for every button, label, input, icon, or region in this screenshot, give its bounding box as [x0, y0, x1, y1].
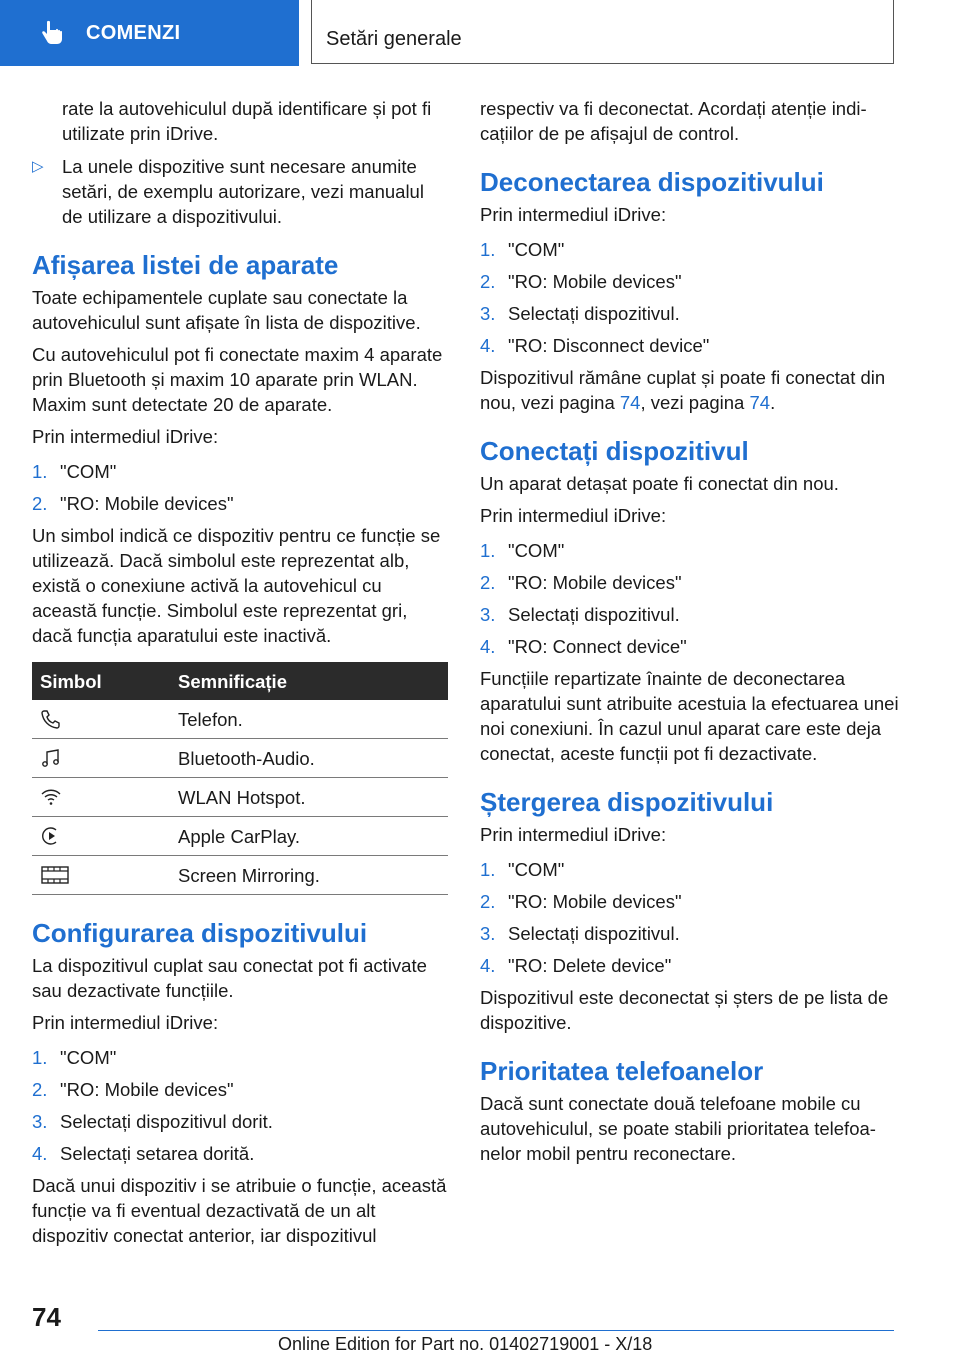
step-number: 1.: [480, 239, 496, 260]
table-cell: WLAN Hotspot.: [178, 778, 448, 817]
paragraph: Prin intermediul iDrive:: [480, 505, 667, 526]
heading-device-list: Afișarea listei de aparate: [32, 250, 339, 280]
table-cell: Apple CarPlay.: [178, 817, 448, 856]
paragraph: Dacă sunt conectate două telefoane mobile cu autovehiculul, se poate stabili prioritatea telefoanelor mobil pentru reconectare.: [480, 1093, 876, 1164]
step-text: Selectați setarea dorită.: [60, 1143, 255, 1164]
step-text: "RO: Connect device": [508, 636, 687, 657]
heading-disconnect: Deconectarea dispozitivului: [480, 167, 824, 197]
step-number: 3.: [480, 923, 496, 944]
right-column: [480, 96, 900, 1173]
list-item: [480, 538, 900, 563]
step-number: 1.: [32, 1047, 48, 1068]
list-item: [480, 269, 900, 294]
steps-list: [480, 538, 900, 659]
paragraph: Prin intermediul iDrive:: [480, 824, 667, 845]
section-title-box: [311, 0, 894, 64]
step-text: "RO: Mobile devices": [508, 271, 682, 292]
step-number: 4.: [32, 1143, 48, 1164]
footer-divider: [98, 1330, 894, 1331]
list-item: [480, 921, 900, 946]
step-text: "RO: Delete device": [508, 955, 672, 976]
step-text: "COM": [60, 1047, 117, 1068]
step-number: 1.: [480, 859, 496, 880]
paragraph: Un simbol indică ce dispozitiv pentru ce funcție se utilizează. Dacă simbolul este reprezentat alb, există o conexiune activă la autovehicul cu această funcție. Simbolul este reprezentat gri, dacă funcția aparatului este inactivă.: [32, 525, 441, 646]
bullet-text: La unele dispozitive sunt necesare anumite setări, de exemplu autorizare, vezi manualul de utilizare a dispozitivului.: [62, 156, 424, 227]
table-row: [32, 739, 448, 778]
step-text: "RO: Mobile devices": [508, 572, 682, 593]
step-number: 1.: [480, 540, 496, 561]
page-header: [0, 0, 960, 66]
carplay-icon: [40, 825, 62, 847]
chapter-label: COMENZI: [86, 21, 181, 44]
hand-pointer-icon: [38, 19, 66, 47]
phone-icon: [40, 708, 62, 730]
step-text: Selectați dispozitivul dorit.: [60, 1111, 273, 1132]
paragraph: Dispozitivul este deconectat și șters de pe lista de dispozitive.: [480, 987, 889, 1033]
table-row: [32, 700, 448, 739]
steps-list: [32, 459, 448, 516]
steps-list: [480, 237, 900, 358]
page-number: 74: [32, 1302, 61, 1332]
step-text: Selectați dispozitivul.: [508, 923, 680, 944]
paragraph: respectiv va fi deconectat. Acordați atenție indicațiilor de pe afișajul de control.: [480, 98, 867, 144]
table-row: [32, 817, 448, 856]
section-title: Setări generale: [326, 28, 462, 50]
paragraph: La dispozitivul cuplat sau conectat pot fi activate sau dezactivate funcțiile.: [32, 955, 427, 1001]
list-item: [32, 459, 448, 484]
list-item: [32, 1141, 448, 1166]
list-item: [480, 857, 900, 882]
list-item: [480, 237, 900, 262]
page-link[interactable]: 74: [749, 392, 771, 413]
list-item: [480, 889, 900, 914]
paragraph: Prin intermediul iDrive:: [32, 1012, 219, 1033]
step-number: 3.: [480, 303, 496, 324]
column-header-meaning: Semnificație: [178, 662, 448, 700]
music-note-icon: [40, 747, 62, 769]
column-header-symbol: Simbol: [32, 662, 178, 700]
text-span: Dispozitivul rămâne cuplat și poate fi conectat din nou, vezi pagina: [480, 367, 886, 413]
left-column: [32, 96, 448, 1255]
paragraph: Prin intermediul iDrive:: [32, 426, 219, 447]
step-text: "RO: Mobile devices": [60, 493, 234, 514]
steps-list: [480, 857, 900, 978]
step-number: 4.: [480, 955, 496, 976]
table-row: [32, 856, 448, 895]
screen-mirroring-icon: [40, 864, 70, 886]
chapter-tab[interactable]: [0, 0, 299, 66]
paragraph: Funcțiile repartizate înainte de deconectarea aparatului sunt atribuite acestuia la efectuarea unei noi conexiuni. În cazul unul aparat care este deja conectat, aceste funcții pot fi dezactivate.: [480, 668, 899, 764]
heading-connect: Conectați dispozitivul: [480, 436, 749, 466]
symbol-table: [32, 662, 448, 895]
step-number: 2.: [32, 493, 48, 514]
list-item: [480, 333, 900, 358]
list-item: [32, 1077, 448, 1102]
step-text: Selectați dispozitivul.: [508, 303, 680, 324]
heading-device-config: Configurarea dispozitivului: [32, 918, 368, 948]
table-row: [32, 778, 448, 817]
step-number: 1.: [32, 461, 48, 482]
step-number: 2.: [32, 1079, 48, 1100]
paragraph: Dacă unui dispozitiv i se atribuie o funcție, această funcție va fi eventual dezactivată de un alt dispozitiv conectat anterior, iar dispozitivul: [32, 1175, 447, 1246]
list-item: [32, 1045, 448, 1070]
step-number: 2.: [480, 572, 496, 593]
step-text: "RO: Mobile devices": [60, 1079, 234, 1100]
paragraph: Prin intermediul iDrive:: [480, 204, 667, 225]
step-number: 4.: [480, 335, 496, 356]
step-text: "COM": [508, 540, 565, 561]
step-text: "COM": [60, 461, 117, 482]
paragraph: Toate echipamentele cuplate sau conectate la autovehiculul sunt afișate în lista de dispozitive.: [32, 287, 421, 333]
paragraph: Cu autovehiculul pot fi conectate maxim 4 aparate prin Bluetooth și maxim 10 aparate prin WLAN. Maxim sunt detectate 20 de aparate.: [32, 344, 443, 415]
step-text: "RO: Mobile devices": [508, 891, 682, 912]
heading-phone-priority: Prioritatea telefoanelor: [480, 1056, 764, 1086]
step-number: 3.: [32, 1111, 48, 1132]
step-number: 4.: [480, 636, 496, 657]
table-cell: Screen Mirroring.: [178, 856, 448, 895]
table-cell: Telefon.: [178, 700, 448, 739]
text-span: , vezi pagina: [640, 392, 750, 413]
text-span: .: [770, 392, 776, 413]
bullet-item: [32, 154, 448, 229]
table-header-row: [32, 662, 448, 700]
step-text: "COM": [508, 859, 565, 880]
paragraph: [480, 365, 900, 415]
list-item: [480, 602, 900, 627]
step-number: 3.: [480, 604, 496, 625]
steps-list: [32, 1045, 448, 1166]
wifi-icon: [40, 786, 62, 808]
step-text: "RO: Disconnect device": [508, 335, 710, 356]
list-item: [32, 1109, 448, 1134]
step-text: Selectați dispozitivul.: [508, 604, 680, 625]
paragraph: Un aparat detașat poate fi conectat din nou.: [480, 473, 839, 494]
list-item: [480, 301, 900, 326]
step-number: 2.: [480, 891, 496, 912]
heading-delete: Ștergerea dispozitivului: [480, 787, 774, 817]
step-text: "COM": [508, 239, 565, 260]
table-cell: Bluetooth-Audio.: [178, 739, 448, 778]
page-link[interactable]: 74: [619, 392, 641, 413]
intro-paragraph: rate la autovehiculul după identificare și pot fi utilizate prin iDrive.: [62, 98, 432, 144]
footer-edition: Online Edition for Part no. 01402719001 - X/18: [278, 1334, 653, 1354]
list-item: [480, 570, 900, 595]
list-item: [480, 953, 900, 978]
triangle-bullet-icon: ▷: [32, 158, 44, 175]
step-number: 2.: [480, 271, 496, 292]
list-item: [480, 634, 900, 659]
list-item: [32, 491, 448, 516]
